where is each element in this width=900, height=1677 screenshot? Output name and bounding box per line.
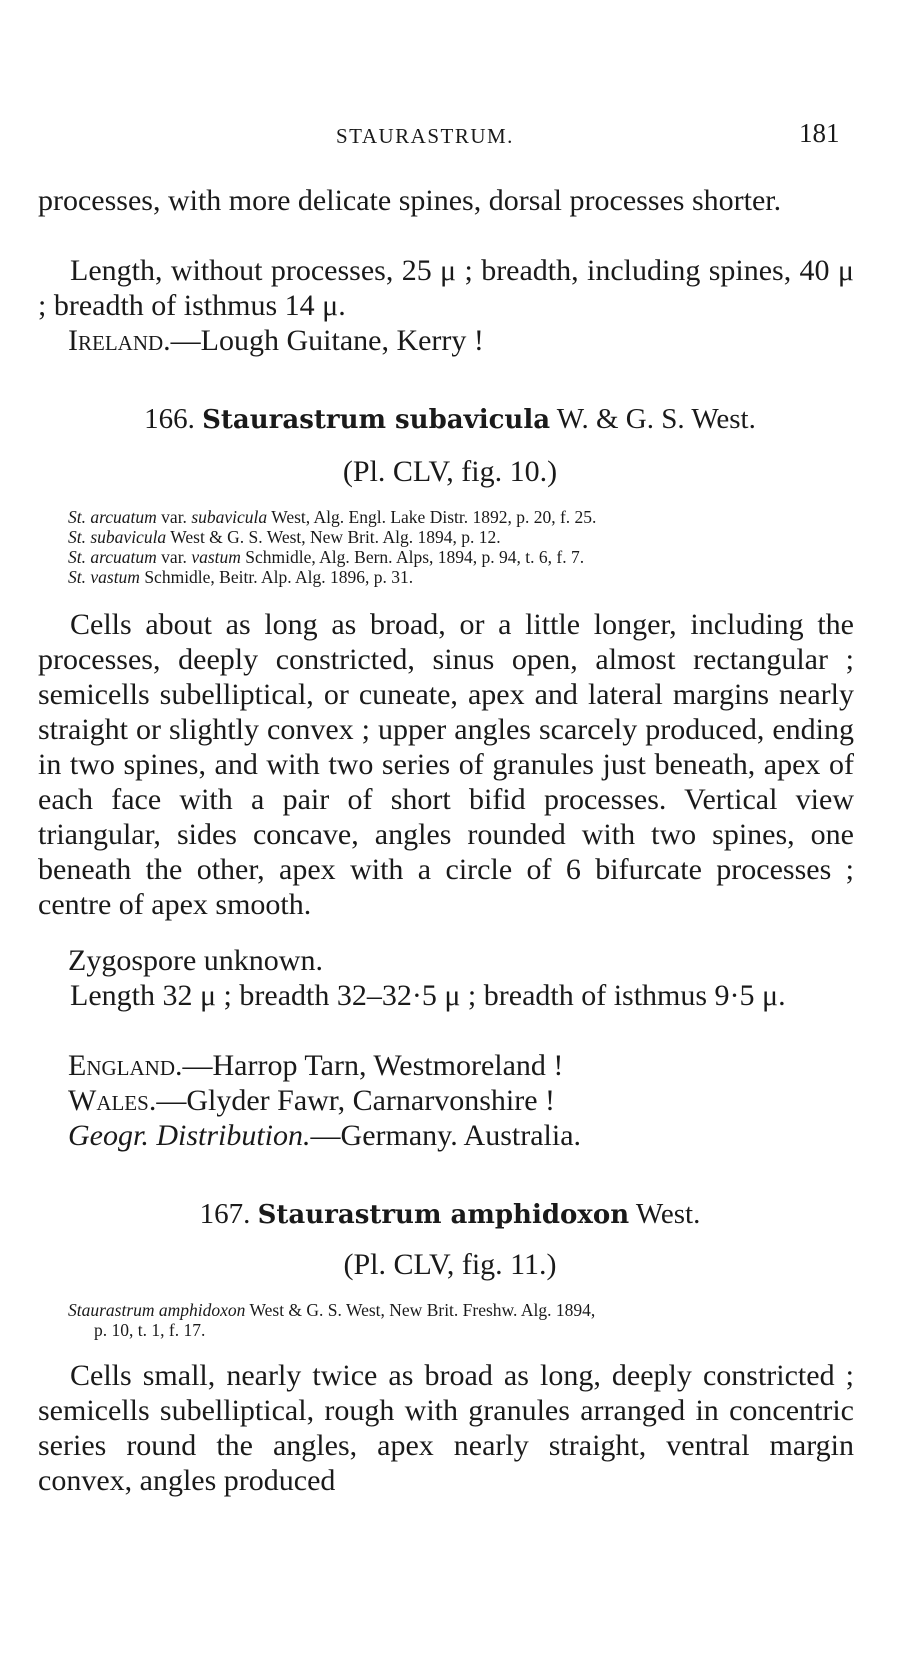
locality-text: —Lough Guitane, Kerry !	[170, 324, 484, 357]
species-name: Staurastrum subavicula	[202, 405, 551, 435]
species-name: Staurastrum amphidoxon	[257, 1200, 630, 1230]
species-166-locality-wales: Wales.—Glyder Fawr, Carnarvonshire !	[68, 1084, 556, 1117]
species-166-zygospore: Zygospore unknown.	[68, 944, 323, 977]
synonym-line: St. arcuatum var. vastum Schmidle, Alg. Bern. Alps, 1894, p. 94, t. 6, f. 7.	[68, 547, 585, 567]
species-166-distribution: Geogr. Distribution.—Germany. Australia.	[68, 1119, 582, 1152]
species-167-heading	[0, 1198, 900, 1231]
species-number: 166.	[144, 403, 195, 435]
continuation-paragraph: processes, with more delicate spines, dorsal processes shorter.	[38, 184, 782, 217]
species-author: West.	[635, 1198, 701, 1230]
species-number: 167.	[199, 1198, 251, 1230]
running-head: STAURASTRUM.	[336, 124, 514, 148]
species-author: W. & G. S. West.	[556, 403, 756, 435]
synonym-line: St. arcuatum var. subavicula West, Alg. Engl. Lake Distr. 1892, p. 20, f. 25.	[68, 507, 597, 527]
synonym-line: St. subavicula West & G. S. West, New Brit. Alg. 1894, p. 12.	[68, 527, 501, 547]
species-166-locality-england: England.—Harrop Tarn, Westmoreland !	[68, 1049, 564, 1082]
synonym-line: St. vastum Schmidle, Beitr. Alp. Alg. 1896, p. 31.	[68, 567, 414, 587]
species-166-measurements: Length 32 μ ; breadth 32–32·5 μ ; breadth of isthmus 9·5 μ.	[70, 979, 786, 1012]
synonym-line: Staurastrum amphidoxon West & G. S. West, New Brit. Freshw. Alg. 1894,	[68, 1300, 596, 1320]
species-166-heading	[0, 403, 900, 436]
species-167-description: Cells small, nearly twice as broad as long, deeply constricted ; semicells subelliptical, rough with granules arranged in concentric series round the angles, apex nearly straight, ventral margin convex, angles produced	[38, 1359, 854, 1497]
species-167-plate: (Pl. CLV, fig. 11.)	[343, 1248, 557, 1281]
intro-locality	[68, 323, 484, 358]
locality-country: Ireland.	[68, 324, 171, 357]
species-167-synonyms	[68, 1300, 858, 1340]
species-166-synonyms	[68, 507, 858, 587]
intro-measurements: Length, without processes, 25 μ ; breadth, including spines, 40 μ ; breadth of isthmus 14 μ.	[38, 254, 854, 322]
page-number: 181	[799, 118, 840, 148]
species-166-plate: (Pl. CLV, fig. 10.)	[342, 455, 558, 488]
species-166-description: Cells about as long as broad, or a little longer, including the processes, deeply constricted, sinus open, almost rectangular ; semicells subelliptical, or cuneate, apex and lateral margins nearly straight or slightly convex ; upper angles scarcely produced, ending in two spines, and with two series of granules just beneath, apex of each face with a pair of short bifid processes. Vertical view triangular, sides concave, angles rounded with two spines, one beneath the other, apex with a circle of 6 bifurcate processes ; centre of apex smooth.	[38, 608, 854, 921]
synonym-line: p. 10, t. 1, f. 17.	[94, 1320, 206, 1340]
